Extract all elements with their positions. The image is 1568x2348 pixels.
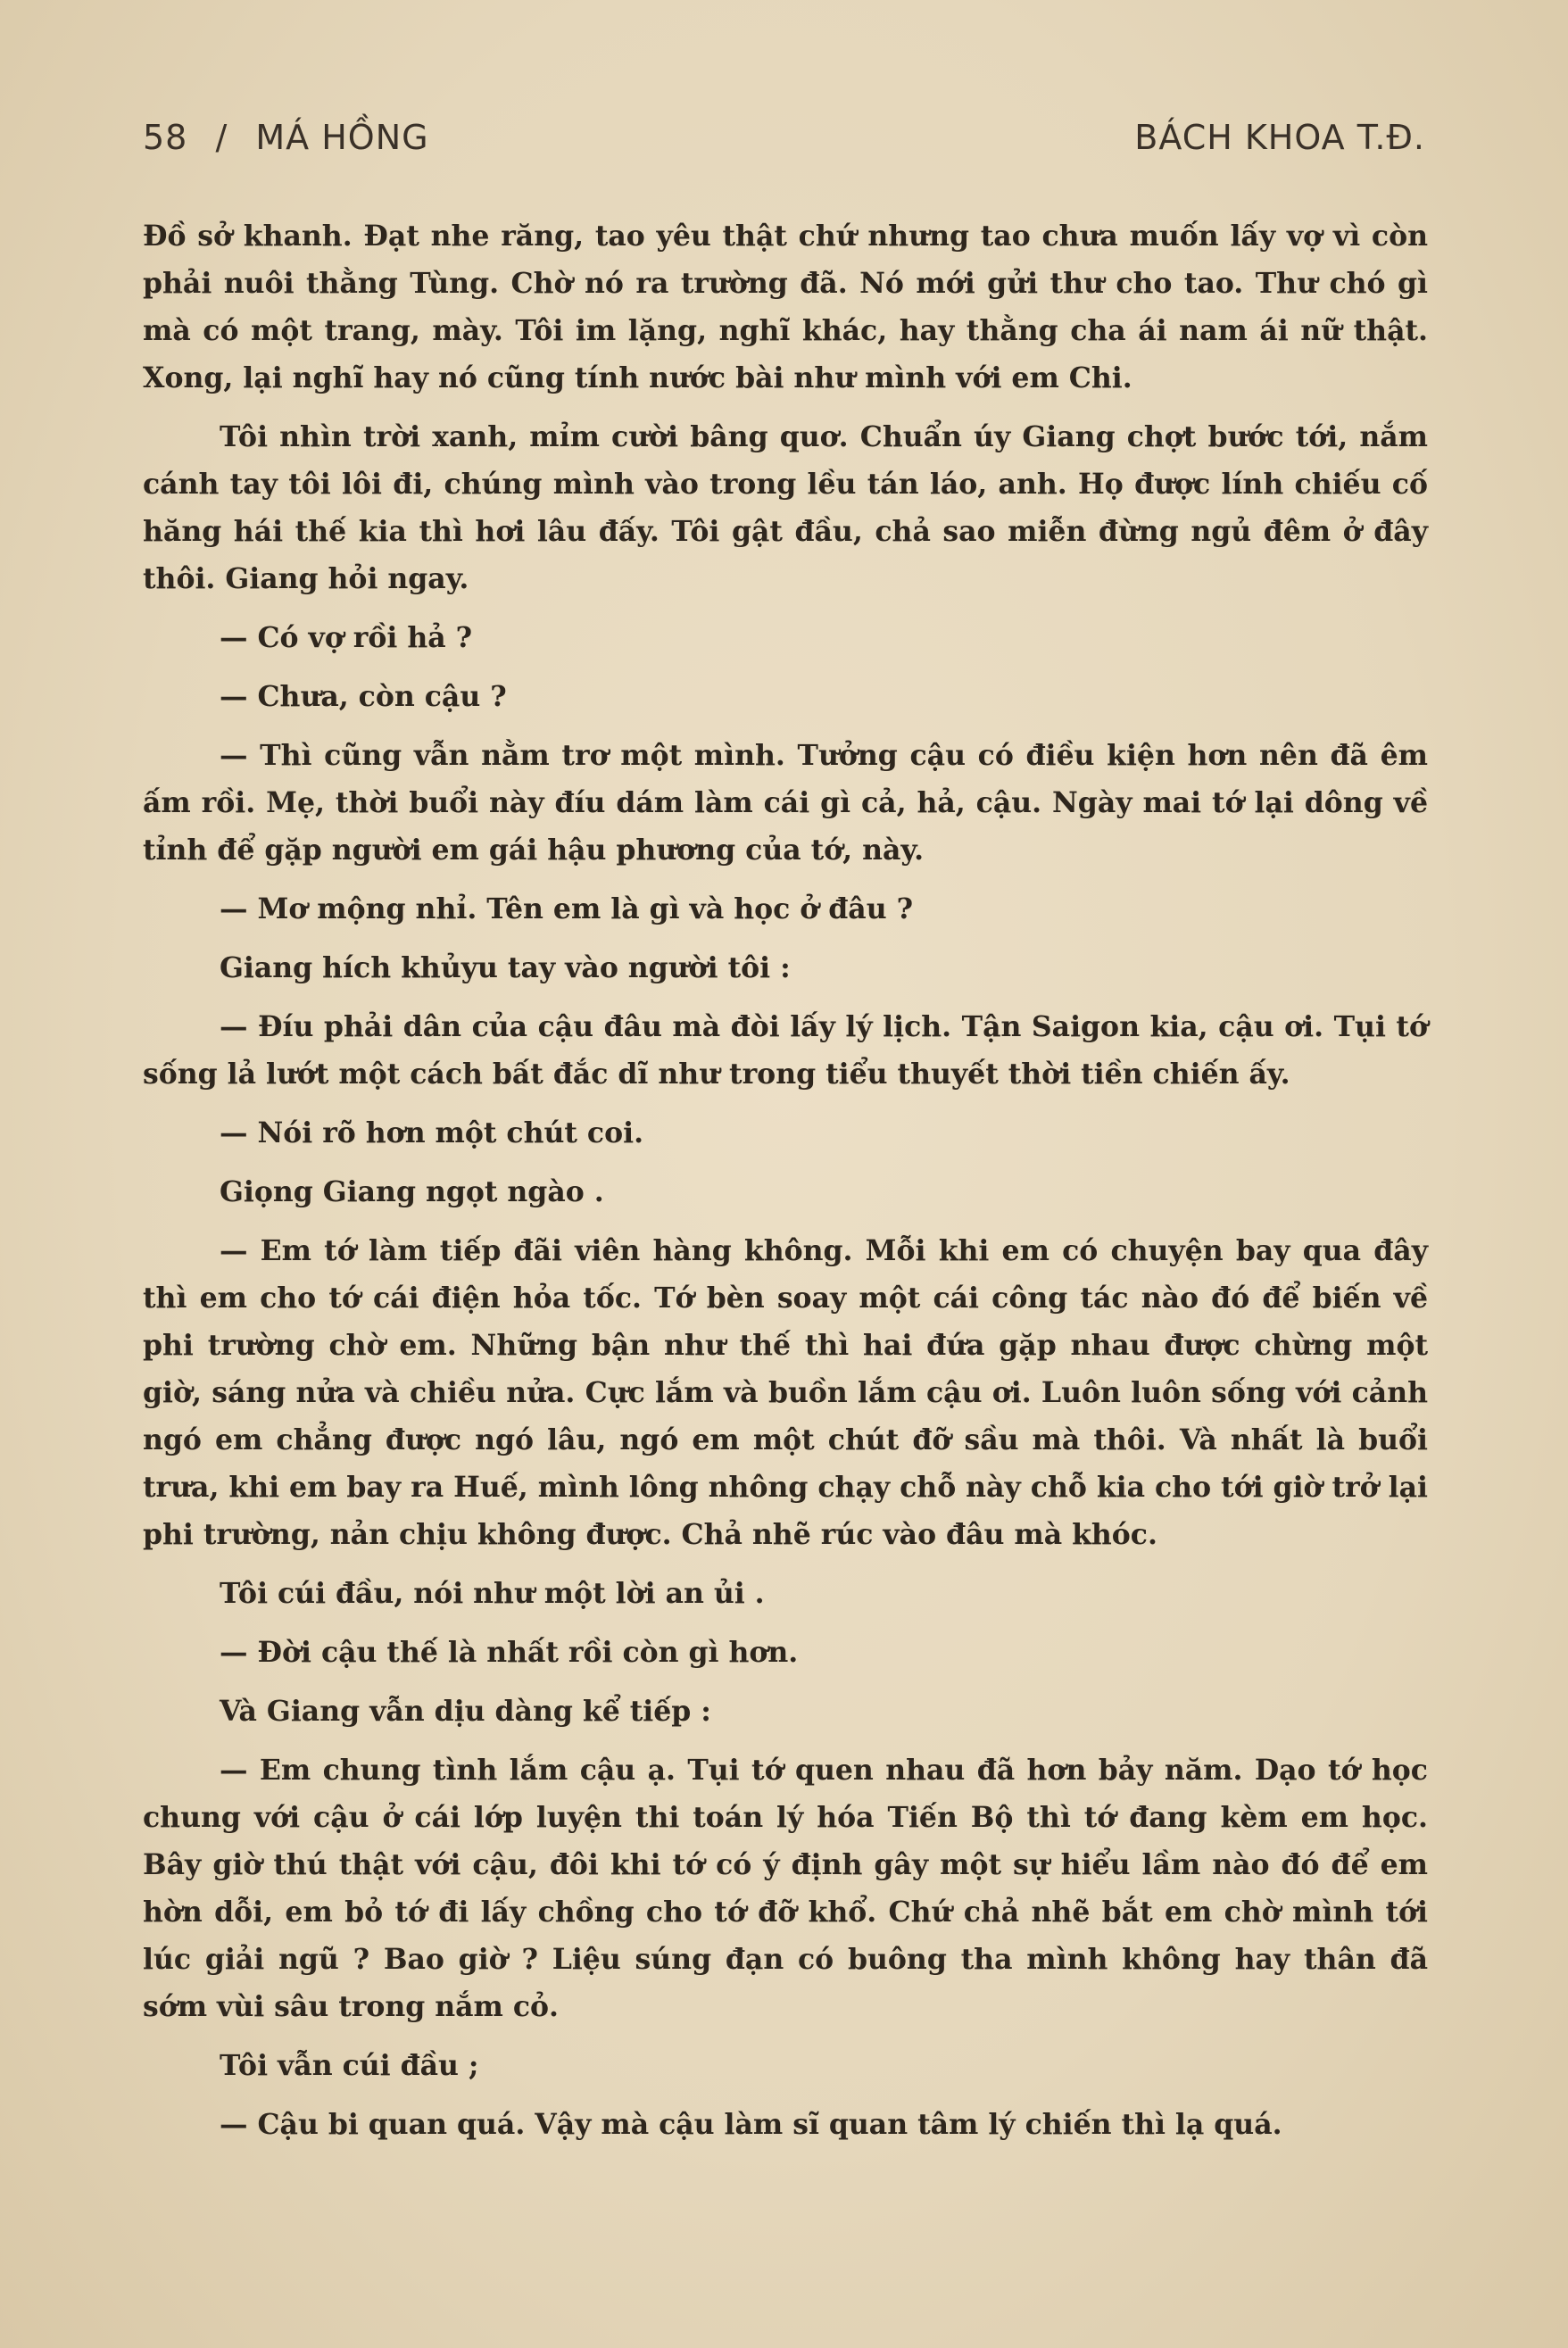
dialogue-line: — Em tớ làm tiếp đãi viên hàng không. Mỗi khi em có chuyện bay qua đây thì em cho tớ cái điện hỏa tốc. Tớ bèn soay một cái công tác nào đó để biến về phi trường chờ em. Những bận như thế thì hai đứa gặp nhau được chừng một giờ, sáng nửa và chiều nửa. Cực lắm và buồn lắm cậu ơi. Luôn luôn sống với cảnh ngó em chẳng được ngó lâu, ngó em một chút đỡ sầu mà thôi. Và nhất là buổi trưa, khi em bay ra Huế, mình lông nhông chạy chỗ này chỗ kia cho tới giờ trở lại phi trường, nản chịu không được. Chả nhẽ rúc vào đâu mà khóc. <box>143 1234 1428 1551</box>
page-header <box>143 118 1425 171</box>
dialogue-line: — Nói rõ hơn một chút coi. <box>220 1116 644 1149</box>
dialogue-line: — Chưa, còn cậu ? <box>220 680 507 713</box>
dialogue-line: — Có vợ rồi hả ? <box>220 621 473 654</box>
page-number: 58 <box>143 118 188 157</box>
paragraph: Tôi cúi đầu, nói như một lời an ủi . <box>220 1577 765 1610</box>
paragraph: Giang hích khủyu tay vào người tôi : <box>220 951 791 984</box>
paragraph: Đồ sở khanh. Đạt nhe răng, tao yêu thật chứ nhưng tao chưa muốn lấy vợ vì còn phải nuôi thằng Tùng. Chờ nó ra trường đã. Nó mới gửi thư cho tao. Thư chó gì mà có một trang, mày. Tôi im lặng, nghĩ khác, hay thằng cha ái nam ái nữ thật. Xong, lại nghĩ hay nó cũng tính nước bài như mình với em Chi. <box>143 220 1428 394</box>
author-name: MÁ HỒNG <box>255 118 429 157</box>
paragraph: Tôi vẫn cúi đầu ; <box>220 2049 479 2082</box>
body-text <box>143 212 1428 2148</box>
dialogue-line: — Em chung tình lắm cậu ạ. Tụi tớ quen nhau đã hơn bảy năm. Dạo tớ học chung với cậu ở cái lớp luyện thi toán lý hóa Tiến Bộ thì tớ đang kèm em học. Bây giờ thú thật với cậu, đôi khi tớ có ý định gây một sự hiểu lầm nào đó để em hờn dỗi, em bỏ tớ đi lấy chồng cho tớ đỡ khổ. Chứ chả nhẽ bắt em chờ mình tới lúc giải ngũ ? Bao giờ ? Liệu súng đạn có buông tha mình không hay thân đã sớm vùi sâu trong nắm cỏ. <box>143 1754 1428 2023</box>
dialogue-line: — Đíu phải dân của cậu đâu mà đòi lấy lý lịch. Tận Saigon kia, cậu ơi. Tụi tớ sống lả lướt một cách bất đắc dĩ như trong tiểu thuyết thời tiền chiến ấy. <box>143 1010 1428 1091</box>
header-left <box>143 118 445 157</box>
dialogue-line: — Thì cũng vẫn nằm trơ một mình. Tưởng cậu có điều kiện hơn nên đã êm ấm rồi. Mẹ, thời buổi này đíu dám làm cái gì cả, hả, cậu. Ngày mai tớ lại dông về tỉnh để gặp người em gái hậu phương của tớ, này. <box>143 739 1428 867</box>
header-separator: / <box>215 118 228 157</box>
paragraph: Và Giang vẫn dịu dàng kể tiếp : <box>220 1695 711 1728</box>
paragraph: Giọng Giang ngọt ngào . <box>220 1175 604 1208</box>
dialogue-line: — Mơ mộng nhỉ. Tên em là gì và học ở đâu ? <box>220 892 914 925</box>
dialogue-line: — Cậu bi quan quá. Vậy mà cậu làm sĩ quan tâm lý chiến thì lạ quá. <box>220 2108 1282 2141</box>
paragraph: Tôi nhìn trời xanh, mỉm cười bâng quơ. Chuẩn úy Giang chợt bước tới, nắm cánh tay tôi lôi đi, chúng mình vào trong lều tán láo, anh. Họ được lính chiếu cố hăng hái thế kia thì hơi lâu đấy. Tôi gật đầu, chả sao miễn đừng ngủ đêm ở đây thôi. Giang hỏi ngay. <box>143 420 1428 595</box>
publication-name: BÁCH KHOA T.Đ. <box>1134 118 1425 157</box>
dialogue-line: — Đời cậu thế là nhất rồi còn gì hơn. <box>220 1636 799 1669</box>
